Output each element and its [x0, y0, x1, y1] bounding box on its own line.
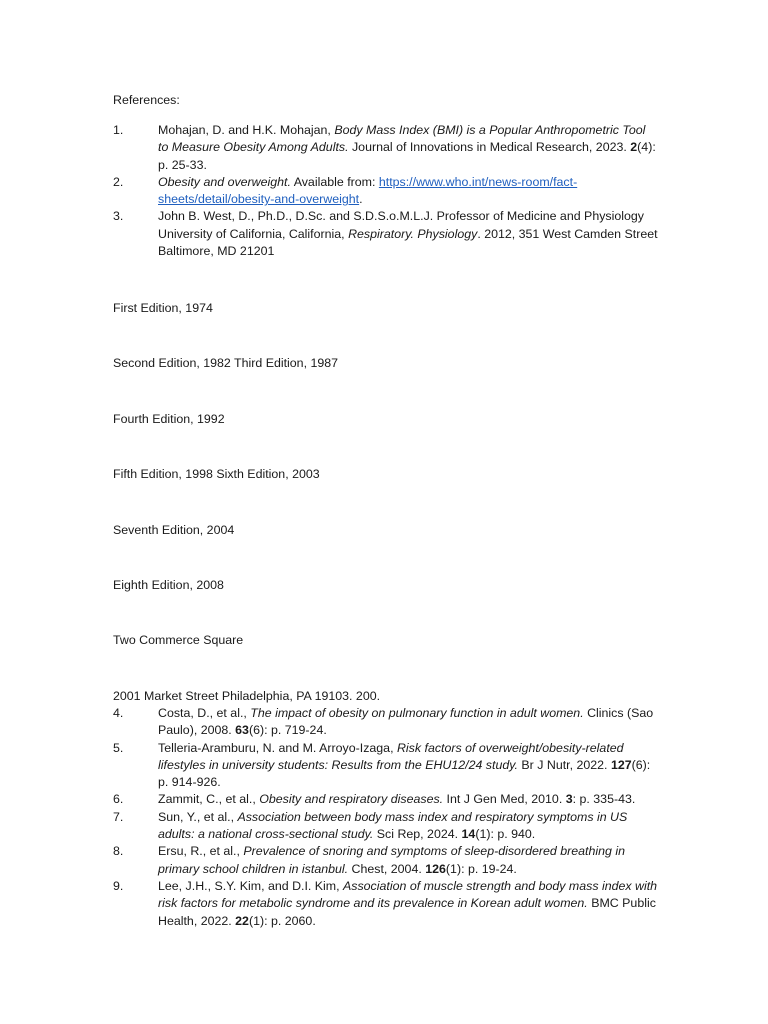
reference-number: 3.	[113, 209, 124, 224]
reference-segment: Ersu, R., et al.,	[158, 844, 244, 859]
reference-item	[113, 843, 658, 878]
reference-segment: Sun, Y., et al.,	[158, 809, 238, 824]
reference-segment: .	[359, 192, 363, 207]
reference-item	[113, 208, 658, 260]
reference-number: 9.	[113, 878, 124, 893]
reference-segment: (1): p. 2060.	[248, 913, 316, 928]
reference-item	[113, 878, 658, 930]
edition-line: Seventh Edition, 2004	[113, 523, 235, 537]
reference-item	[113, 174, 658, 209]
reference-segment: Journal of Innovations in Medical Research, 2023.	[348, 140, 631, 155]
reference-title: Respiratory. Physiology	[348, 226, 478, 241]
reference-segment: Mohajan, D. and H.K. Mohajan,	[158, 123, 335, 137]
reference-volume: 14	[461, 827, 476, 842]
reference-segment: (6): p. 719-24.	[248, 723, 327, 738]
reference-list-second	[113, 705, 658, 930]
reference-text	[158, 208, 658, 260]
reference-volume: 126	[425, 861, 446, 876]
edition-line: Fourth Edition, 1992	[113, 412, 225, 426]
address-line: Two Commerce Square	[113, 633, 244, 647]
reference-volume: 22	[235, 913, 249, 928]
reference-list-first	[113, 122, 658, 260]
reference-title: Obesity and respiratory diseases.	[259, 792, 444, 807]
reference-number: 7.	[113, 809, 124, 824]
reference-segment: Clinics (Sao Paulo), 2008.	[158, 706, 654, 738]
reference-segment: (1): p. 940.	[475, 827, 536, 842]
reference-text	[158, 843, 658, 878]
edition-line: First Edition, 1974	[113, 301, 213, 315]
reference-segment: Br J Nutr, 2022.	[517, 757, 611, 772]
reference-volume: 127	[610, 757, 632, 772]
reference-segment: . 2012, 351 West Camden Street Baltimore, MD 21201	[158, 226, 658, 259]
reference-number: 5.	[113, 740, 124, 755]
reference-item	[113, 705, 658, 740]
reference-text	[158, 705, 658, 740]
reference-segment: Zammit, C., et al.,	[158, 792, 260, 807]
reference-volume: 2	[630, 140, 638, 155]
edition-line: Fifth Edition, 1998 Sixth Edition, 2003	[113, 467, 320, 481]
reference-title: Obesity and overweight.	[158, 174, 291, 189]
references-heading: References:	[113, 93, 180, 107]
reference-segment: Available from:	[290, 174, 379, 189]
reference-text	[158, 878, 658, 930]
reference-number: 4.	[113, 706, 124, 720]
reference-title: Association of muscle strength and body mass index with risk factors for metabolic syndrome and its prevalence in Korean adult women.	[158, 878, 658, 911]
reference-segment: Int J Gen Med, 2010.	[443, 792, 566, 807]
reference-segment: Telleria-Aramburu, N. and M. Arroyo-Izaga,	[158, 740, 397, 755]
reference-number: 2.	[113, 174, 124, 189]
reference-segment: Sci Rep, 2024.	[373, 827, 462, 842]
reference-segment: : p. 335-43.	[572, 792, 636, 807]
reference-segment: (1): p. 19-24.	[445, 861, 517, 876]
reference-segment: (6): p. 914-926.	[158, 757, 651, 790]
reference-text	[158, 809, 658, 844]
reference-volume: 3	[565, 792, 573, 807]
reference-link[interactable]: https://www.who.int/news-room/fact-sheets/detail/obesity-and-overweight	[158, 174, 578, 207]
reference-item	[113, 791, 658, 808]
reference-segment: BMC Public Health, 2022.	[158, 896, 656, 928]
reference-volume: 63	[235, 723, 249, 738]
reference-title: The impact of obesity on pulmonary function in adult women.	[250, 706, 584, 720]
reference-text	[158, 174, 658, 209]
reference-number: 8.	[113, 844, 124, 859]
reference-segment: Lee, J.H., S.Y. Kim, and D.I. Kim,	[158, 878, 344, 893]
reference-segment: John B. West, D., Ph.D., D.Sc. and S.D.S.o.M.L.J. Professor of Medicine and Physiology University of California, California,	[158, 209, 644, 241]
reference-number: 1.	[113, 123, 124, 137]
edition-line: Eighth Edition, 2008	[113, 578, 224, 592]
address-line: 2001 Market Street Philadelphia, PA 19103. 200.	[113, 689, 381, 703]
reference-text	[158, 791, 658, 808]
reference-title: Prevalence of snoring and symptoms of sleep-disordered breathing in primary school children in istanbul.	[158, 844, 625, 876]
reference-item	[113, 740, 658, 792]
reference-title: Body Mass Index (BMI) is a Popular Anthropometric Tool to Measure Obesity Among Adults.	[158, 123, 646, 155]
reference-text	[158, 740, 658, 792]
reference-number: 6.	[113, 792, 124, 807]
reference-segment: (4): p. 25-33.	[158, 140, 656, 172]
reference-segment: Costa, D., et al.,	[158, 706, 251, 720]
reference-text	[158, 122, 658, 174]
edition-line: Second Edition, 1982 Third Edition, 1987	[113, 356, 339, 370]
reference-item	[113, 122, 658, 174]
reference-title: Risk factors of overweight/obesity-related lifestyles in university students: Results from the EHU12/24 study.	[158, 740, 624, 772]
reference-item	[113, 809, 658, 844]
reference-title: Association between body mass index and respiratory symptoms in US adults: a national cross-sectional study.	[158, 809, 628, 842]
reference-segment: Chest, 2004.	[348, 861, 426, 876]
